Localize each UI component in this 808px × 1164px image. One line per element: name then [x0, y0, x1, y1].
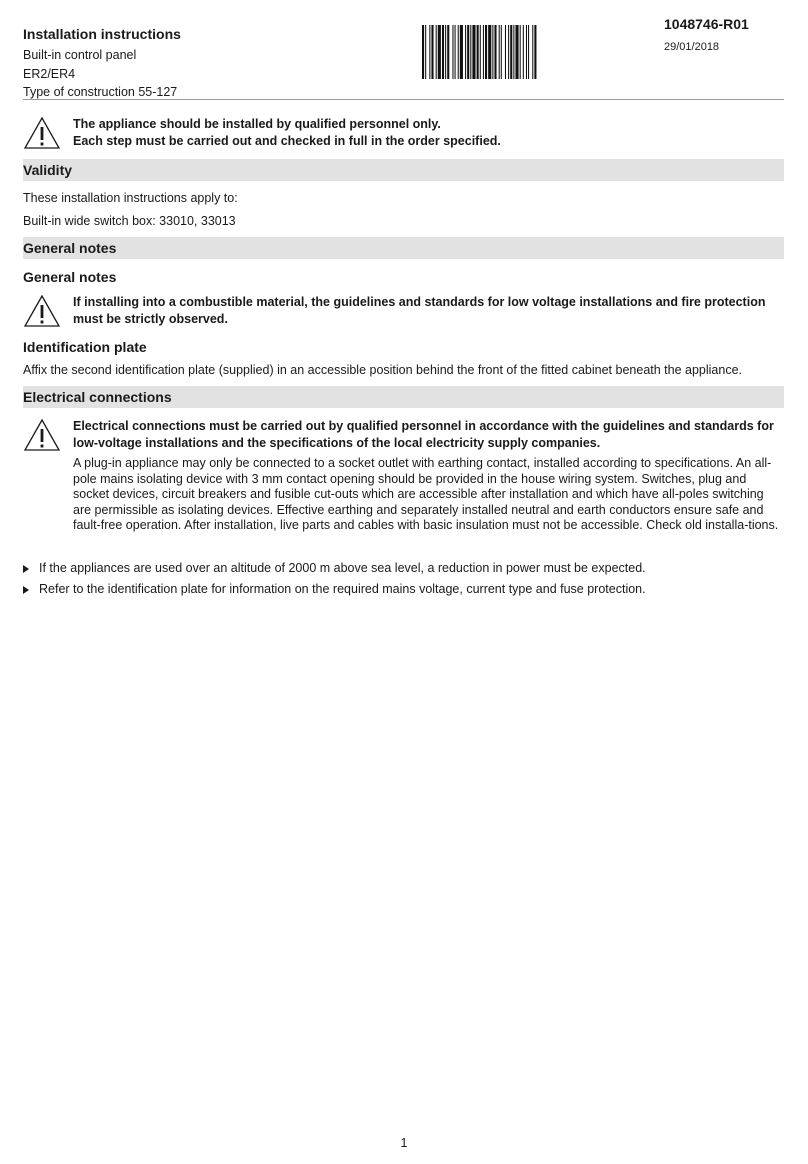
barcode-bar	[532, 25, 533, 79]
barcode-bar	[485, 25, 487, 79]
barcode-bar	[513, 25, 514, 79]
barcode-bar	[431, 25, 433, 79]
subtitle-line: Built-in control panel	[23, 48, 137, 62]
document-title: Installation instructions	[23, 26, 181, 42]
subtitle-line: Type of construction 55-127	[23, 85, 178, 99]
barcode-bar	[520, 25, 521, 79]
barcode-bar	[510, 25, 512, 79]
intro-warning	[23, 116, 784, 150]
barcode-bar	[442, 25, 444, 79]
combustible-warning-text: If installing into a combustible material, the guidelines and standards for low voltage installations and fire protection must be strictly observed.	[73, 295, 766, 326]
barcode-bar	[438, 25, 441, 79]
barcode-bar	[528, 25, 529, 79]
barcode-bar	[436, 25, 437, 79]
bullet-arrow-icon	[23, 565, 29, 573]
intro-warning-line: Each step must be carried out and checked in full in the order specified.	[73, 134, 501, 148]
barcode-bar	[467, 25, 469, 79]
bullet-text: If the appliances are used over an altitude of 2000 m above sea level, a reduction in power must be expected.	[39, 561, 646, 575]
warning-triangle-icon	[23, 294, 61, 328]
list-item	[23, 561, 784, 576]
subheading-identification-plate: Identification plate	[23, 339, 147, 355]
barcode-bar	[508, 25, 509, 79]
validity-text: These installation instructions apply to:	[23, 191, 238, 205]
list-item	[23, 582, 784, 597]
page-number: 1	[400, 1136, 408, 1150]
warning-triangle-icon	[23, 418, 61, 452]
barcode-bar	[455, 25, 456, 79]
barcode-bar	[523, 25, 524, 79]
barcode-bar	[494, 25, 496, 79]
validity-applies: Built-in wide switch box: 33010, 33013	[23, 214, 236, 228]
subtitle-line: ER2/ER4	[23, 66, 76, 81]
barcode-bar	[452, 25, 453, 79]
section-heading: Validity	[23, 162, 73, 178]
electrical-warning-text: Electrical connections must be carried out by qualified personnel in accordance with the guidelines and standards for low-voltage installations and the specifications of the local electricity supply companies.	[73, 419, 774, 450]
identification-plate-text: Affix the second identification plate (supplied) in an accessible position behind the front of the fitted cabinet beneath the appliance.	[23, 363, 743, 377]
header-left	[23, 26, 383, 102]
bullet-text: Refer to the identification plate for information on the required mains voltage, current type and fuse protection.	[39, 582, 646, 596]
barcode-bar	[470, 25, 471, 79]
electrical-body-text: A plug-in appliance may only be connected to a socket outlet with earthing contact, installed according to specifications. An all-pole mains isolating device with 3 mm contact opening should be provided in the house wiring system. Switches, plug and socket devices, circuit breakers and fusible cut-outs which are accessible after installation and which have all-poles switching are permissible as isolating devices. Effective earthing and separately installed neutral and earth conductors ensure safe and fault-free operation. After installation, live parts and cables with basic insulation must not be accessible. Check old installa-tions.	[73, 456, 779, 532]
section-bar-general-notes	[23, 237, 784, 259]
section-bar-validity	[23, 159, 784, 181]
electrical-warning	[23, 418, 784, 534]
intro-warning-line: The appliance should be installed by qualified personnel only.	[73, 117, 441, 131]
barcode-bar	[460, 25, 463, 79]
barcode-bar	[425, 25, 426, 79]
barcode-bar	[429, 25, 430, 79]
barcode-bar	[501, 25, 502, 79]
barcode-bar	[534, 25, 536, 79]
barcode-bar	[447, 25, 449, 79]
section-heading: General notes	[23, 240, 117, 256]
barcode-bar	[477, 25, 479, 79]
barcode-bar	[465, 25, 466, 79]
barcode-bar	[515, 25, 518, 79]
section-heading: Electrical connections	[23, 389, 172, 405]
section-bar-electrical	[23, 386, 784, 408]
bullet-list	[23, 561, 784, 603]
warning-triangle-icon	[23, 116, 61, 150]
barcode-bar	[483, 25, 484, 79]
barcode-bar	[445, 25, 446, 79]
barcode-bar	[458, 25, 459, 79]
document-date: 29/01/2018	[664, 41, 720, 53]
barcode-bar	[499, 25, 500, 79]
barcode-bar	[480, 25, 481, 79]
barcode-icon	[422, 25, 586, 79]
barcode-bar	[505, 25, 506, 79]
combustible-warning	[23, 294, 784, 328]
barcode-bar	[422, 25, 424, 79]
bullet-arrow-icon	[23, 586, 29, 594]
document-number: 1048746-R01	[664, 16, 749, 32]
barcode-bar	[472, 25, 475, 79]
header-divider	[23, 99, 784, 100]
header-right	[664, 16, 794, 54]
barcode-bar	[488, 25, 491, 79]
barcode-bar	[526, 25, 527, 79]
subheading-general-notes: General notes	[23, 269, 117, 285]
barcode-bar	[492, 25, 493, 79]
